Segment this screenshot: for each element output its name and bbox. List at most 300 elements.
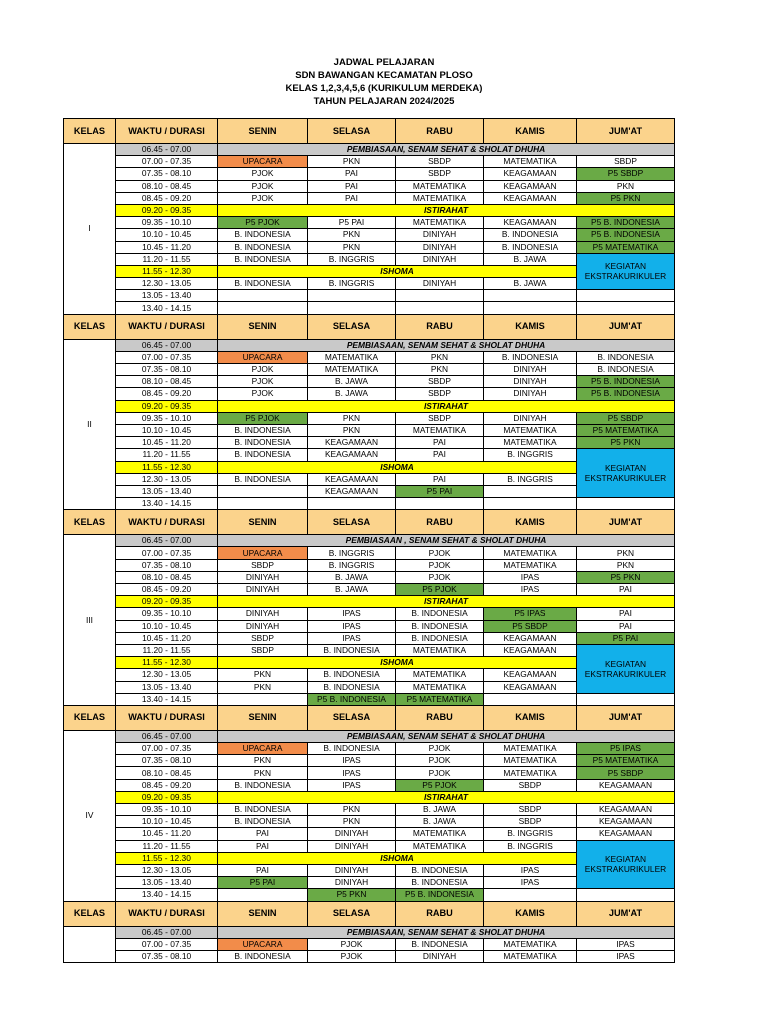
subject-cell: PJOK <box>396 743 484 755</box>
classes-line: KELAS 1,2,3,4,5,6 (KURIKULUM MERDEKA) <box>285 83 483 94</box>
time-cell: 13.40 - 14.15 <box>116 302 218 314</box>
time-cell: 06.45 - 07.00 <box>116 730 218 742</box>
column-header-kelas: KELAS <box>64 119 116 144</box>
period-note: ISHOMA <box>218 461 577 473</box>
column-header-rabu: RABU <box>396 510 484 535</box>
time-cell: 13.40 - 14.15 <box>116 889 218 901</box>
schedule-row <box>64 241 675 253</box>
subject-cell <box>577 290 675 302</box>
subject-cell: PKN <box>308 156 396 168</box>
subject-cell: IPAS <box>308 755 396 767</box>
column-header-waktu: WAKTU / DURASI <box>116 510 218 535</box>
subject-cell: UPACARA <box>218 156 308 168</box>
schedule-row <box>64 620 675 632</box>
subject-cell: PKN <box>396 364 484 376</box>
column-header-jumat: JUM'AT <box>577 119 675 144</box>
time-cell: 09.20 - 09.35 <box>116 791 218 803</box>
subject-cell <box>577 889 675 901</box>
time-cell: 09.20 - 09.35 <box>116 204 218 216</box>
column-header-rabu: RABU <box>396 314 484 339</box>
schedule-row <box>64 437 675 449</box>
time-cell: 10.10 - 10.45 <box>116 424 218 436</box>
schedule-row <box>64 755 675 767</box>
subject-cell: SBDP <box>577 156 675 168</box>
subject-cell: PAI <box>577 620 675 632</box>
subject-cell: PJOK <box>218 180 308 192</box>
time-cell: 07.00 - 07.35 <box>116 156 218 168</box>
subject-cell: MATEMATIKA <box>484 767 577 779</box>
time-cell: 09.35 - 10.10 <box>116 804 218 816</box>
subject-cell <box>218 693 308 705</box>
time-cell: 08.45 - 09.20 <box>116 779 218 791</box>
subject-cell: MATEMATIKA <box>308 364 396 376</box>
subject-cell: B. JAWA <box>308 376 396 388</box>
time-cell: 07.00 - 07.35 <box>116 743 218 755</box>
subject-cell: DINIYAH <box>218 584 308 596</box>
subject-cell: DINIYAH <box>218 620 308 632</box>
subject-cell <box>218 290 308 302</box>
subject-cell <box>218 302 308 314</box>
time-cell: 06.45 - 07.00 <box>116 144 218 156</box>
time-cell: 12.30 - 13.05 <box>116 473 218 485</box>
subject-cell <box>396 498 484 510</box>
schedule-row <box>64 351 675 363</box>
schedule-row <box>64 217 675 229</box>
subject-cell: B. INDONESIA <box>218 437 308 449</box>
time-cell: 11.20 - 11.55 <box>116 644 218 656</box>
subject-cell: P5 IPAS <box>577 743 675 755</box>
subject-cell: P5 PAI <box>218 877 308 889</box>
subject-cell: PKN <box>577 559 675 571</box>
subject-cell: PKN <box>308 424 396 436</box>
time-cell: 08.10 - 08.45 <box>116 767 218 779</box>
subject-cell: PJOK <box>218 388 308 400</box>
subject-cell: DINIYAH <box>484 364 577 376</box>
time-cell: 07.35 - 08.10 <box>116 364 218 376</box>
subject-cell: PAI <box>218 840 308 852</box>
time-cell: 13.40 - 14.15 <box>116 498 218 510</box>
subject-cell <box>218 498 308 510</box>
kelas-cell <box>64 926 116 963</box>
time-cell: 06.45 - 07.00 <box>116 339 218 351</box>
subject-cell: UPACARA <box>218 351 308 363</box>
subject-cell: B. INDONESIA <box>218 424 308 436</box>
subject-cell: SBDP <box>396 168 484 180</box>
time-cell: 07.00 - 07.35 <box>116 938 218 950</box>
subject-cell: MATEMATIKA <box>308 351 396 363</box>
column-header-selasa: SELASA <box>308 314 396 339</box>
schedule-row <box>64 535 675 547</box>
time-cell: 13.05 - 13.40 <box>116 877 218 889</box>
schedule-row <box>64 180 675 192</box>
subject-cell: IPAS <box>484 584 577 596</box>
schedule-row <box>64 302 675 314</box>
subject-cell: P5 IPAS <box>484 608 577 620</box>
subject-cell: B. INDONESIA <box>218 278 308 290</box>
subject-cell: DINIYAH <box>396 278 484 290</box>
subject-cell: B. INDONESIA <box>308 644 396 656</box>
subject-cell <box>308 302 396 314</box>
time-cell: 09.35 - 10.10 <box>116 217 218 229</box>
subject-cell: DINIYAH <box>396 950 484 962</box>
subject-cell: PJOK <box>218 192 308 204</box>
subject-cell: MATEMATIKA <box>484 743 577 755</box>
schedule-row <box>64 816 675 828</box>
subject-cell <box>484 889 577 901</box>
subject-cell: SBDP <box>396 376 484 388</box>
column-header-jumat: JUM'AT <box>577 510 675 535</box>
document-title: JADWAL PELAJARAN <box>333 57 435 68</box>
subject-cell: P5 PKN <box>308 889 396 901</box>
subject-cell: B. JAWA <box>396 816 484 828</box>
subject-cell <box>396 290 484 302</box>
subject-cell <box>484 485 577 497</box>
time-cell: 09.20 - 09.35 <box>116 400 218 412</box>
schedule-row <box>64 779 675 791</box>
subject-cell: IPAS <box>308 767 396 779</box>
time-cell: 11.55 - 12.30 <box>116 657 218 669</box>
column-header-kamis: KAMIS <box>484 510 577 535</box>
subject-cell: P5 PAI <box>396 485 484 497</box>
subject-cell <box>396 302 484 314</box>
subject-cell: B. INDONESIA <box>218 473 308 485</box>
period-note: ISTIRAHAT <box>218 204 675 216</box>
subject-cell: KEGIATAN EKSTRAKURIKULER <box>577 840 675 889</box>
time-cell: 09.20 - 09.35 <box>116 596 218 608</box>
subject-cell: DINIYAH <box>396 253 484 265</box>
column-header-rabu: RABU <box>396 705 484 730</box>
subject-cell: KEAGAMAAN <box>308 473 396 485</box>
subject-cell: KEAGAMAAN <box>577 779 675 791</box>
schedule-row <box>64 743 675 755</box>
subject-cell: P5 SBDP <box>577 412 675 424</box>
schedule-row <box>64 632 675 644</box>
subject-cell: KEAGAMAAN <box>484 192 577 204</box>
subject-cell: B. INDONESIA <box>218 253 308 265</box>
subject-cell: B. JAWA <box>484 253 577 265</box>
schedule-row <box>64 730 675 742</box>
subject-cell: MATEMATIKA <box>396 217 484 229</box>
time-cell: 11.55 - 12.30 <box>116 852 218 864</box>
subject-cell: B. JAWA <box>308 584 396 596</box>
subject-cell: B. INDONESIA <box>218 804 308 816</box>
subject-cell: KEGIATAN EKSTRAKURIKULER <box>577 449 675 498</box>
kelas-cell: I <box>64 144 116 315</box>
schedule-row <box>64 596 675 608</box>
subject-cell <box>577 693 675 705</box>
subject-cell: SBDP <box>396 412 484 424</box>
header-row <box>64 314 675 339</box>
schedule-row <box>64 889 675 901</box>
column-header-kamis: KAMIS <box>484 119 577 144</box>
column-header-senin: SENIN <box>218 705 308 730</box>
subject-cell: P5 PAI <box>308 217 396 229</box>
time-cell: 07.35 - 08.10 <box>116 950 218 962</box>
subject-cell: MATEMATIKA <box>396 840 484 852</box>
subject-cell: IPAS <box>577 950 675 962</box>
subject-cell: B. INDONESIA <box>396 864 484 876</box>
column-header-kelas: KELAS <box>64 314 116 339</box>
time-cell: 10.45 - 11.20 <box>116 241 218 253</box>
subject-cell: SBDP <box>218 559 308 571</box>
time-cell: 10.10 - 10.45 <box>116 620 218 632</box>
subject-cell <box>218 889 308 901</box>
subject-cell: B. INDONESIA <box>396 632 484 644</box>
period-note: ISTIRAHAT <box>218 400 675 412</box>
column-header-jumat: JUM'AT <box>577 901 675 926</box>
subject-cell: DINIYAH <box>484 412 577 424</box>
schedule-row <box>64 791 675 803</box>
subject-cell: P5 SBDP <box>577 168 675 180</box>
subject-cell: PJOK <box>396 767 484 779</box>
schedule-row <box>64 926 675 938</box>
subject-cell: PKN <box>218 669 308 681</box>
time-cell: 10.10 - 10.45 <box>116 816 218 828</box>
subject-cell: B. INDONESIA <box>484 241 577 253</box>
column-header-senin: SENIN <box>218 119 308 144</box>
subject-cell: IPAS <box>484 864 577 876</box>
schedule-row <box>64 644 675 656</box>
time-cell: 08.10 - 08.45 <box>116 571 218 583</box>
subject-cell: IPAS <box>308 608 396 620</box>
subject-cell: P5 PAI <box>577 632 675 644</box>
subject-cell: MATEMATIKA <box>484 156 577 168</box>
time-cell: 08.45 - 09.20 <box>116 584 218 596</box>
time-cell: 08.45 - 09.20 <box>116 192 218 204</box>
time-cell: 10.45 - 11.20 <box>116 632 218 644</box>
subject-cell <box>484 498 577 510</box>
subject-cell <box>577 498 675 510</box>
time-cell: 12.30 - 13.05 <box>116 278 218 290</box>
column-header-senin: SENIN <box>218 901 308 926</box>
subject-cell: MATEMATIKA <box>396 424 484 436</box>
time-cell: 11.20 - 11.55 <box>116 253 218 265</box>
document-title-block <box>0 56 768 108</box>
kelas-cell: IV <box>64 730 116 901</box>
subject-cell: B. INDONESIA <box>577 351 675 363</box>
subject-cell: B. INGGRIS <box>308 278 396 290</box>
subject-cell: PJOK <box>396 559 484 571</box>
column-header-jumat: JUM'AT <box>577 705 675 730</box>
subject-cell: B. JAWA <box>308 388 396 400</box>
schedule-row <box>64 204 675 216</box>
header-row <box>64 705 675 730</box>
header-row <box>64 510 675 535</box>
column-header-kamis: KAMIS <box>484 705 577 730</box>
time-cell: 08.10 - 08.45 <box>116 376 218 388</box>
subject-cell: KEAGAMAAN <box>484 681 577 693</box>
time-cell: 13.05 - 13.40 <box>116 485 218 497</box>
subject-cell: KEAGAMAAN <box>484 669 577 681</box>
subject-cell: PKN <box>218 681 308 693</box>
schedule-row <box>64 608 675 620</box>
schedule-row <box>64 168 675 180</box>
column-header-selasa: SELASA <box>308 705 396 730</box>
subject-cell: SBDP <box>218 644 308 656</box>
subject-cell: DINIYAH <box>218 608 308 620</box>
subject-cell: B. INGGRIS <box>484 449 577 461</box>
subject-cell: PKN <box>577 180 675 192</box>
kelas-cell: III <box>64 535 116 706</box>
subject-cell: B. INGGRIS <box>308 559 396 571</box>
subject-cell: SBDP <box>484 816 577 828</box>
time-cell: 11.55 - 12.30 <box>116 461 218 473</box>
subject-cell: KEAGAMAAN <box>484 217 577 229</box>
subject-cell: PJOK <box>396 547 484 559</box>
subject-cell: PAI <box>396 437 484 449</box>
column-header-selasa: SELASA <box>308 510 396 535</box>
column-header-selasa: SELASA <box>308 119 396 144</box>
time-cell: 07.35 - 08.10 <box>116 559 218 571</box>
column-header-kamis: KAMIS <box>484 901 577 926</box>
subject-cell <box>484 302 577 314</box>
subject-cell: P5 MATEMATIKA <box>577 424 675 436</box>
subject-cell: B. INDONESIA <box>396 620 484 632</box>
subject-cell: P5 PJOK <box>396 779 484 791</box>
subject-cell: DINIYAH <box>308 828 396 840</box>
subject-cell <box>308 498 396 510</box>
schedule-row <box>64 156 675 168</box>
time-cell: 13.05 - 13.40 <box>116 290 218 302</box>
subject-cell: PKN <box>308 241 396 253</box>
subject-cell: B. INDONESIA <box>218 779 308 791</box>
subject-cell: MATEMATIKA <box>396 192 484 204</box>
time-cell: 06.45 - 07.00 <box>116 926 218 938</box>
subject-cell: SBDP <box>484 779 577 791</box>
schedule-row <box>64 339 675 351</box>
subject-cell: IPAS <box>308 779 396 791</box>
time-cell: 09.35 - 10.10 <box>116 412 218 424</box>
subject-cell: P5 MATEMATIKA <box>577 755 675 767</box>
subject-cell: MATEMATIKA <box>396 681 484 693</box>
subject-cell: P5 B. INDONESIA <box>308 693 396 705</box>
subject-cell: P5 B. INDONESIA <box>577 388 675 400</box>
subject-cell: PKN <box>396 351 484 363</box>
schedule-row <box>64 449 675 461</box>
subject-cell: DINIYAH <box>218 571 308 583</box>
subject-cell: PAI <box>577 584 675 596</box>
subject-cell: UPACARA <box>218 743 308 755</box>
schedule-row <box>64 253 675 265</box>
header-row <box>64 901 675 926</box>
schedule-row <box>64 144 675 156</box>
column-header-kelas: KELAS <box>64 901 116 926</box>
subject-cell: MATEMATIKA <box>396 644 484 656</box>
subject-cell: KEAGAMAAN <box>484 168 577 180</box>
column-header-rabu: RABU <box>396 119 484 144</box>
subject-cell: P5 SBDP <box>484 620 577 632</box>
subject-cell: B. INGGRIS <box>484 828 577 840</box>
subject-cell: DINIYAH <box>308 864 396 876</box>
subject-cell: P5 SBDP <box>577 767 675 779</box>
schedule-row <box>64 400 675 412</box>
subject-cell: P5 PKN <box>577 571 675 583</box>
subject-cell: B. JAWA <box>308 571 396 583</box>
schedule-row <box>64 498 675 510</box>
subject-cell: MATEMATIKA <box>396 180 484 192</box>
subject-cell: SBDP <box>396 388 484 400</box>
column-header-selasa: SELASA <box>308 901 396 926</box>
subject-cell: B. INGGRIS <box>308 253 396 265</box>
school-name: SDN BAWANGAN KECAMATAN PLOSO <box>295 70 473 81</box>
subject-cell: PJOK <box>308 938 396 950</box>
subject-cell: P5 PJOK <box>218 217 308 229</box>
subject-cell: KEGIATAN EKSTRAKURIKULER <box>577 644 675 693</box>
subject-cell: B. INDONESIA <box>577 364 675 376</box>
subject-cell: B. JAWA <box>484 278 577 290</box>
subject-cell: PKN <box>308 229 396 241</box>
subject-cell: B. INDONESIA <box>396 938 484 950</box>
subject-cell: MATEMATIKA <box>484 938 577 950</box>
subject-cell: PJOK <box>396 571 484 583</box>
schedule-row <box>64 229 675 241</box>
schedule-row <box>64 547 675 559</box>
time-cell: 10.45 - 11.20 <box>116 828 218 840</box>
time-cell: 13.40 - 14.15 <box>116 693 218 705</box>
schedule-row <box>64 828 675 840</box>
subject-cell: UPACARA <box>218 938 308 950</box>
subject-cell: P5 MATEMATIKA <box>396 693 484 705</box>
period-note: ISHOMA <box>218 265 577 277</box>
subject-cell: P5 MATEMATIKA <box>577 241 675 253</box>
period-note: ISHOMA <box>218 657 577 669</box>
column-header-waktu: WAKTU / DURASI <box>116 705 218 730</box>
subject-cell: DINIYAH <box>396 241 484 253</box>
subject-cell: KEAGAMAAN <box>484 180 577 192</box>
schedule-row <box>64 364 675 376</box>
subject-cell: DINIYAH <box>308 840 396 852</box>
subject-cell: KEAGAMAAN <box>577 828 675 840</box>
schedule-table <box>63 118 675 963</box>
time-cell: 06.45 - 07.00 <box>116 535 218 547</box>
subject-cell: B. INDONESIA <box>308 743 396 755</box>
subject-cell: KEAGAMAAN <box>308 449 396 461</box>
subject-cell: PJOK <box>218 376 308 388</box>
time-cell: 13.05 - 13.40 <box>116 681 218 693</box>
subject-cell: PJOK <box>308 950 396 962</box>
subject-cell: B. INDONESIA <box>218 449 308 461</box>
subject-cell: IPAS <box>308 620 396 632</box>
subject-cell: PKN <box>308 804 396 816</box>
subject-cell: B. INGGRIS <box>308 547 396 559</box>
subject-cell: PAI <box>396 473 484 485</box>
period-note: ISTIRAHAT <box>218 596 675 608</box>
period-note: PEMBIASAAN , SENAM SEHAT & SHOLAT DHUHA <box>218 535 675 547</box>
column-header-senin: SENIN <box>218 314 308 339</box>
time-cell: 11.20 - 11.55 <box>116 840 218 852</box>
subject-cell: DINIYAH <box>396 229 484 241</box>
subject-cell <box>577 302 675 314</box>
subject-cell: KEGIATAN EKSTRAKURIKULER <box>577 253 675 290</box>
column-header-rabu: RABU <box>396 901 484 926</box>
column-header-kelas: KELAS <box>64 510 116 535</box>
subject-cell <box>484 290 577 302</box>
subject-cell <box>308 290 396 302</box>
subject-cell: MATEMATIKA <box>484 547 577 559</box>
time-cell: 07.35 - 08.10 <box>116 755 218 767</box>
subject-cell: MATEMATIKA <box>484 437 577 449</box>
subject-cell: IPAS <box>484 571 577 583</box>
subject-cell: PKN <box>218 767 308 779</box>
subject-cell: P5 B. INDONESIA <box>396 889 484 901</box>
column-header-kelas: KELAS <box>64 705 116 730</box>
subject-cell: MATEMATIKA <box>396 669 484 681</box>
subject-cell: DINIYAH <box>484 376 577 388</box>
subject-cell: UPACARA <box>218 547 308 559</box>
subject-cell: B. INDONESIA <box>218 241 308 253</box>
subject-cell: PAI <box>308 192 396 204</box>
subject-cell: KEAGAMAAN <box>484 632 577 644</box>
